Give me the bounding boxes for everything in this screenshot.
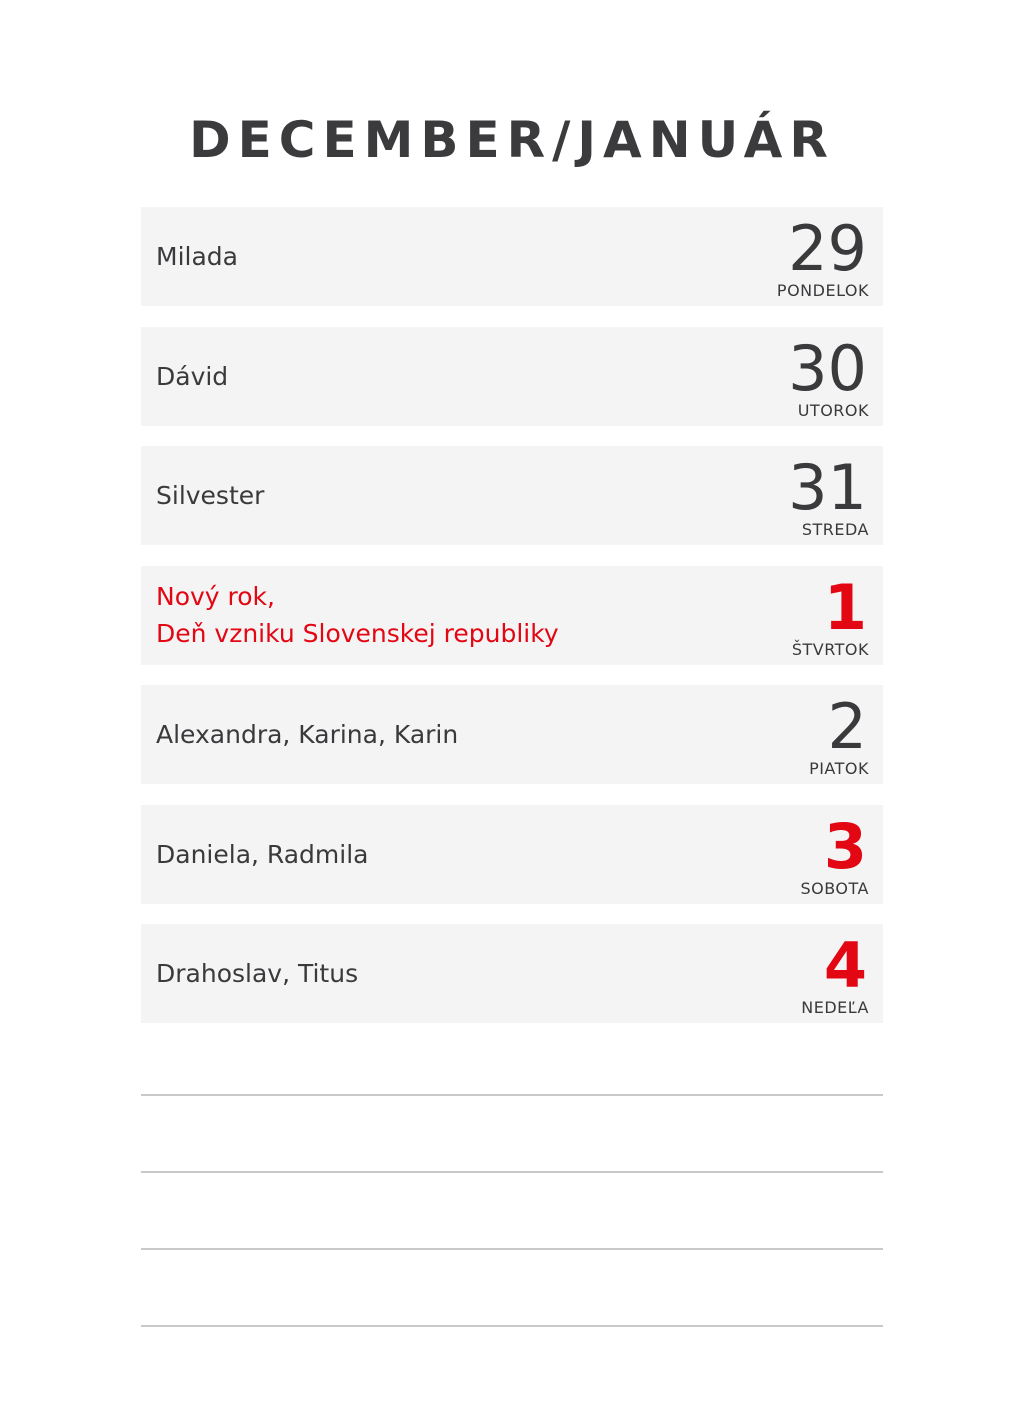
day-number: 4 — [823, 929, 867, 1002]
weekday-label: SOBOTA — [800, 878, 869, 898]
day-number: 30 — [788, 331, 867, 405]
name-line: Milada — [156, 242, 238, 271]
name-day-text — [156, 327, 716, 426]
holiday-text — [156, 566, 716, 665]
name-day-text — [156, 685, 716, 784]
day-row — [141, 207, 883, 306]
name-day-text — [156, 207, 716, 306]
name-line: Dávid — [156, 361, 229, 391]
day-number: 31 — [788, 451, 867, 524]
weekday-label: NEDEĽA — [801, 998, 869, 1017]
weekday-label: UTOROK — [797, 400, 869, 420]
day-row — [141, 685, 883, 784]
note-line — [141, 1248, 883, 1250]
weekday-label: STREDA — [801, 520, 869, 539]
day-row-weekend — [141, 805, 883, 904]
page-title: DECEMBER/JANUÁR — [189, 111, 835, 169]
day-number: 2 — [827, 690, 867, 763]
note-line — [141, 1171, 883, 1173]
day-row-holiday — [141, 566, 883, 665]
day-row — [141, 327, 883, 426]
weekday-label: ŠTVRTOK — [791, 639, 869, 659]
day-number: 3 — [823, 809, 867, 883]
weekday-label: PIATOK — [809, 759, 869, 778]
name-line: Alexandra, Karina, Karin — [156, 720, 459, 749]
note-line — [141, 1325, 883, 1327]
day-number: 29 — [788, 212, 867, 285]
name-day-text — [156, 446, 716, 545]
holiday-line: Nový rok, — [156, 582, 275, 611]
holiday-line: Deň vzniku Slovenskej republiky — [156, 619, 559, 648]
name-day-text — [156, 924, 716, 1023]
day-row-weekend — [141, 924, 883, 1023]
weekday-label: PONDELOK — [776, 281, 869, 300]
name-line: Drahoslav, Titus — [156, 959, 359, 988]
day-row — [141, 446, 883, 545]
notes-area — [141, 1094, 883, 1402]
day-number: 1 — [823, 570, 867, 644]
day-list — [141, 207, 883, 1044]
name-line: Daniela, Radmila — [156, 839, 369, 869]
name-day-text — [156, 805, 716, 904]
name-line: Silvester — [156, 481, 265, 510]
note-line — [141, 1094, 883, 1096]
